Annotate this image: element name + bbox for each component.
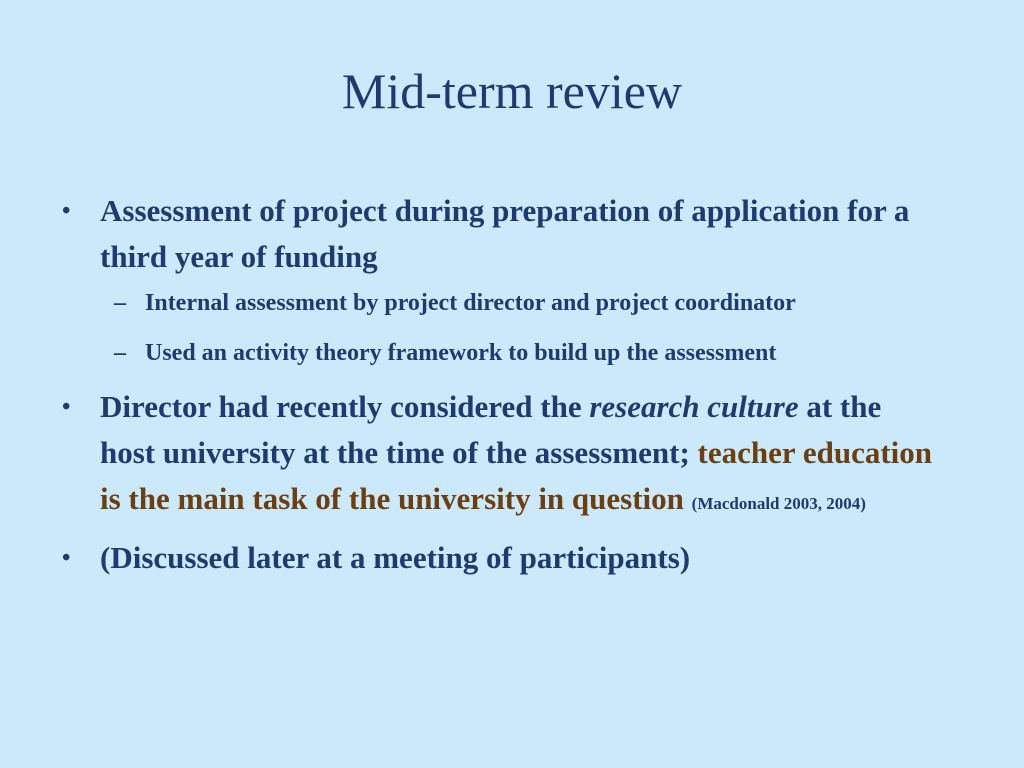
bullet-text-emphasis: research culture: [589, 389, 799, 424]
bullet-text-part2: at the host university at the time of the assessment;: [100, 389, 882, 470]
bullet-item-research-culture: [62, 384, 942, 527]
bullet-list: [62, 188, 942, 583]
sub-bullet-text: Used an activity theory framework to build up the assessment: [145, 340, 777, 366]
bullet-text-part1: Director had recently considered the: [100, 389, 590, 424]
citation: (Macdonald 2003, 2004): [691, 494, 866, 513]
bullet-text: (Discussed later at a meeting of participants): [100, 540, 691, 575]
sub-bullet-item-internal-assessment: [100, 284, 885, 322]
bullet-glyph: •: [62, 394, 71, 420]
bullet-glyph: •: [62, 545, 71, 571]
bullet-text-highlight: teacher education is the main task of the university in question: [100, 435, 933, 516]
sub-bullet-text: Internal assessment by project director and project coordinator: [145, 290, 796, 316]
bullet-glyph: •: [62, 198, 71, 224]
slide-title: Mid-term review: [341, 63, 683, 119]
dash-glyph: –: [114, 340, 126, 366]
dash-glyph: –: [114, 290, 126, 316]
sub-bullet-list: [100, 284, 942, 372]
sub-bullet-item-activity-theory: [100, 334, 885, 372]
bullet-item-discussed-later: [62, 535, 942, 581]
bullet-item-assessment: [62, 188, 942, 372]
bullet-text: Assessment of project during preparation of application for a third year of funding: [100, 193, 910, 274]
